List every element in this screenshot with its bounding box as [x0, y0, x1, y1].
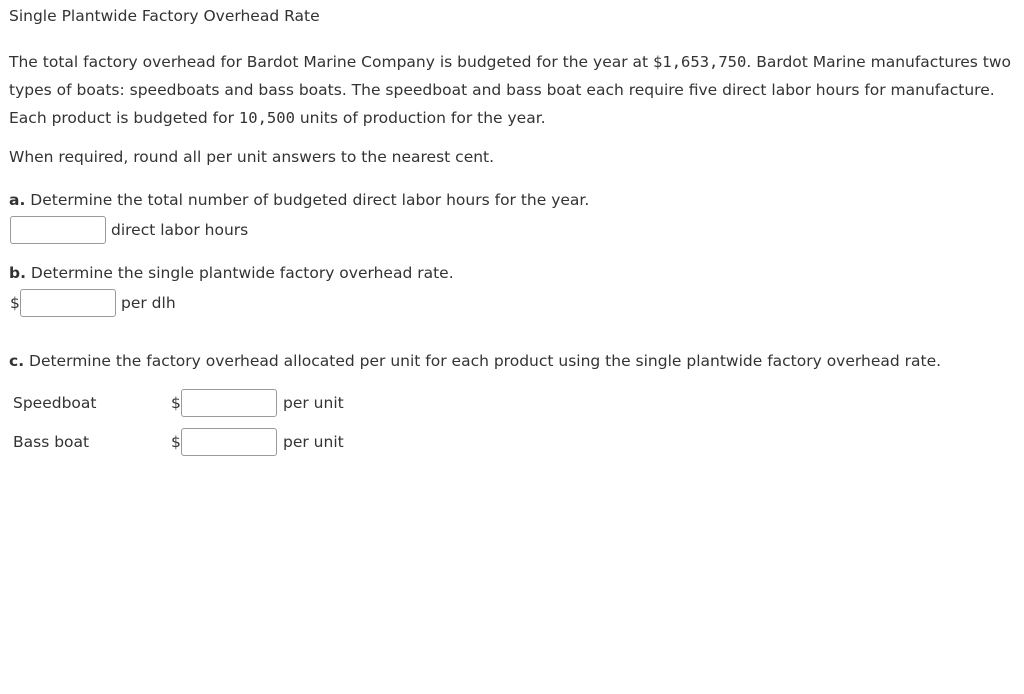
direct-labor-hours-input[interactable]	[10, 216, 106, 244]
per-dlh-label: per dlh	[121, 294, 176, 312]
rounding-note: When required, round all per unit answers to the nearest cent.	[9, 148, 495, 166]
question-a	[9, 191, 589, 209]
question-b-text: Determine the single plantwide factory overhead rate.	[25, 264, 454, 282]
intro-text-3: units of production for the year.	[294, 109, 546, 127]
dollar-sign: $	[171, 394, 181, 412]
question-a-text: Determine the total number of budgeted direct labor hours for the year.	[25, 191, 590, 209]
page-title: Single Plantwide Factory Overhead Rate	[9, 7, 320, 25]
intro-text-1: The total factory overhead for Bardot Marine Company is budgeted for the year at	[9, 53, 654, 71]
dollar-sign: $	[171, 433, 181, 451]
dollar-sign: $	[10, 294, 20, 312]
question-a-letter: a.	[9, 191, 26, 209]
intro-text-2: . Bardot Marine manufactures two types of boats: speedboats and bass boats. The speedboat and bass boat each require five direct labor hours for manufacture. Each product is budgeted for	[9, 53, 1012, 127]
bass-boat-label: Bass boat	[13, 433, 90, 451]
question-c-letter: c.	[9, 352, 25, 370]
problem-description	[9, 48, 1014, 132]
question-b-letter: b.	[9, 264, 26, 282]
overhead-amount: $1,653,750	[653, 53, 747, 71]
speedboat-overhead-input[interactable]	[181, 389, 277, 417]
units-amount: 10,500	[238, 109, 295, 127]
question-c-text: Determine the factory overhead allocated per unit for each product using the single plantwide factory overhead rate.	[24, 352, 942, 370]
speedboat-per-unit-label: per unit	[283, 394, 344, 412]
bass-boat-per-unit-label: per unit	[283, 433, 344, 451]
bass-boat-overhead-input[interactable]	[181, 428, 277, 456]
overhead-rate-input[interactable]	[20, 289, 116, 317]
question-b	[9, 264, 454, 282]
direct-labor-hours-label: direct labor hours	[111, 221, 249, 239]
question-c	[9, 352, 941, 370]
speedboat-label: Speedboat	[13, 394, 97, 412]
